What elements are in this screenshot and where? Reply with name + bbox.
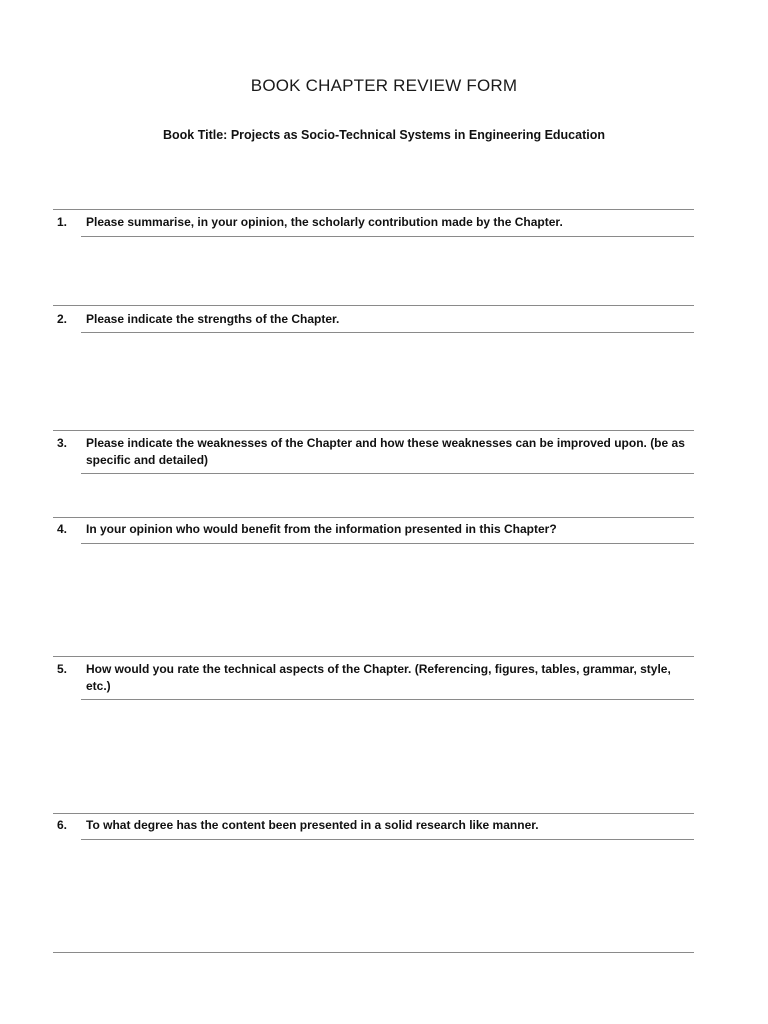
question-1-text: Please summarise, in your opinion, the scholarly contribution made by the Chapter. (86, 215, 563, 229)
question-3-bottom-rule (81, 473, 694, 474)
question-6-top-rule (53, 813, 694, 814)
question-2-bottom-rule (81, 332, 694, 333)
form-end-rule (53, 952, 694, 953)
question-2-number: 2. (57, 312, 68, 326)
question-5-top-rule (53, 656, 694, 657)
question-2-top-rule (53, 305, 694, 306)
question-2-text: Please indicate the strengths of the Chapter. (86, 312, 340, 326)
question-6-text: To what degree has the content been presented in a solid research like manner. (86, 818, 539, 832)
question-3-text: Please indicate the weaknesses of the Chapter and how these weaknesses can be improved upon. (be as specific and detailed) (86, 436, 685, 467)
question-5-bottom-rule (81, 699, 694, 700)
question-3-top-rule (53, 430, 694, 431)
question-3-number: 3. (57, 436, 68, 450)
question-4-number: 4. (57, 522, 68, 536)
question-4-top-rule (53, 517, 694, 518)
question-5-number: 5. (57, 662, 68, 676)
question-1-top-rule (53, 209, 694, 210)
question-1-bottom-rule (81, 236, 694, 237)
question-1-number: 1. (57, 215, 68, 229)
question-6-number: 6. (57, 818, 68, 832)
question-5-text: How would you rate the technical aspects of the Chapter. (Referencing, figures, tables, grammar, style, etc.) (86, 662, 671, 693)
question-4-bottom-rule (81, 543, 694, 544)
book-title: Book Title: Projects as Socio-Technical Systems in Engineering Education (162, 128, 605, 142)
question-4-text: In your opinion who would benefit from the information presented in this Chapter? (86, 522, 557, 536)
page-title: BOOK CHAPTER REVIEW FORM (250, 76, 518, 95)
question-6-bottom-rule (81, 839, 694, 840)
